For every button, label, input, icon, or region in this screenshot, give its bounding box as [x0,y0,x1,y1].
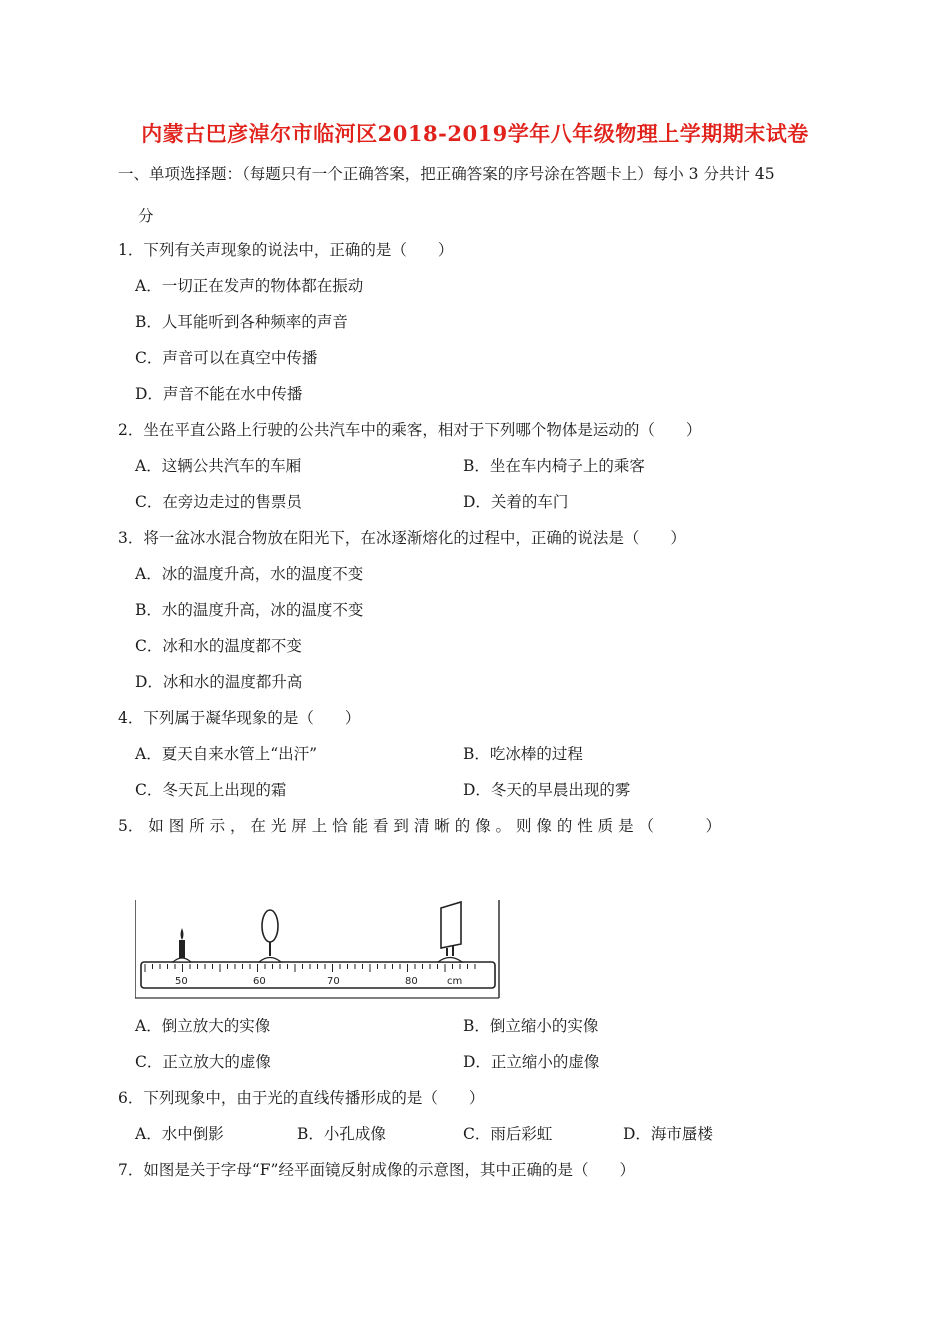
question-5-option-d[interactable]: D．正立缩小的虚像 [463,1053,600,1071]
exam-title: 内蒙古巴彦淖尔市临河区2018-2019学年八年级物理上学期期末试卷 [141,121,809,146]
question-3-stem: 3．将一盆冰水混合物放在阳光下，在冰逐渐熔化的过程中，正确的说法是（ ） [118,529,686,547]
lens-icon [259,910,281,962]
question-2-option-b[interactable]: B．坐在车内椅子上的乘客 [463,457,645,475]
question-5-option-a[interactable]: A．倒立放大的实像 [135,1017,271,1035]
question-1-option-b[interactable]: B．人耳能听到各种频率的声音 [135,313,348,331]
question-4-option-d[interactable]: D．冬天的早晨出现的雾 [463,781,631,799]
question-1-stem: 1．下列有关声现象的说法中，正确的是（ ） [118,241,454,259]
question-6-option-a[interactable]: A．水中倒影 [135,1125,224,1143]
question-6-stem: 6．下列现象中，由于光的直线传播形成的是（ ） [118,1089,485,1107]
question-6-option-c[interactable]: C．雨后彩虹 [463,1125,553,1143]
question-4-option-a[interactable]: A．夏天自来水管上“出汗” [135,745,318,763]
question-6-option-d[interactable]: D．海市蜃楼 [623,1125,713,1143]
question-7-stem: 7．如图是关于字母“F”经平面镜反射成像的示意图，其中正确的是（ ） [118,1161,635,1179]
question-2-option-d[interactable]: D．关着的车门 [463,493,569,511]
question-3-option-d[interactable]: D．冰和水的温度都升高 [135,673,303,691]
question-3-option-a[interactable]: A．冰的温度升高，水的温度不变 [135,565,364,583]
scale-label-cm: cm [447,976,463,987]
question-6-option-b[interactable]: B．小孔成像 [297,1125,386,1143]
question-2-option-c[interactable]: C．在旁边走过的售票员 [135,493,302,511]
scale-label-70: 70 [327,976,340,987]
question-4-stem: 4．下列属于凝华现象的是（ ） [118,709,361,727]
screen-icon [438,902,462,962]
question-3-option-b[interactable]: B．水的温度升高，冰的温度不变 [135,601,364,619]
scale-label-50: 50 [175,976,188,987]
question-4-option-c[interactable]: C．冬天瓦上出现的霜 [135,781,287,799]
question-2-stem: 2．坐在平直公路上行驶的公共汽车中的乘客，相对于下列哪个物体是运动的（ ） [118,421,702,439]
question-1-option-c[interactable]: C．声音可以在真空中传播 [135,349,318,367]
scale-label-80: 80 [405,976,418,987]
question-2-option-a[interactable]: A．这辆公共汽车的车厢 [135,457,302,475]
question-3-option-c[interactable]: C．冰和水的温度都不变 [135,637,302,655]
question-5-option-b[interactable]: B．倒立缩小的实像 [463,1017,599,1035]
optical-bench-svg [135,900,500,1000]
question-1-option-d[interactable]: D．声音不能在水中传播 [135,385,303,403]
question-5-stem: 5． 如 图 所 示 ， 在 光 屏 上 恰 能 看 到 清 晰 的 像 。 则 像 的 性 质 是 （ ） [118,817,721,835]
section-heading-cont: 分 [138,207,154,225]
question-4-option-b[interactable]: B．吃冰棒的过程 [463,745,583,763]
question-5-option-c[interactable]: C．正立放大的虚像 [135,1053,271,1071]
scale-label-60: 60 [253,976,266,987]
section-heading: 一、单项选择题：（每题只有一个正确答案，把正确答案的序号涂在答题卡上）每小 3 分共计 45 [118,165,775,183]
candle-icon [173,928,191,962]
question-1-option-a[interactable]: A．一切正在发声的物体都在振动 [135,277,364,295]
optical-bench-figure [135,900,500,1000]
